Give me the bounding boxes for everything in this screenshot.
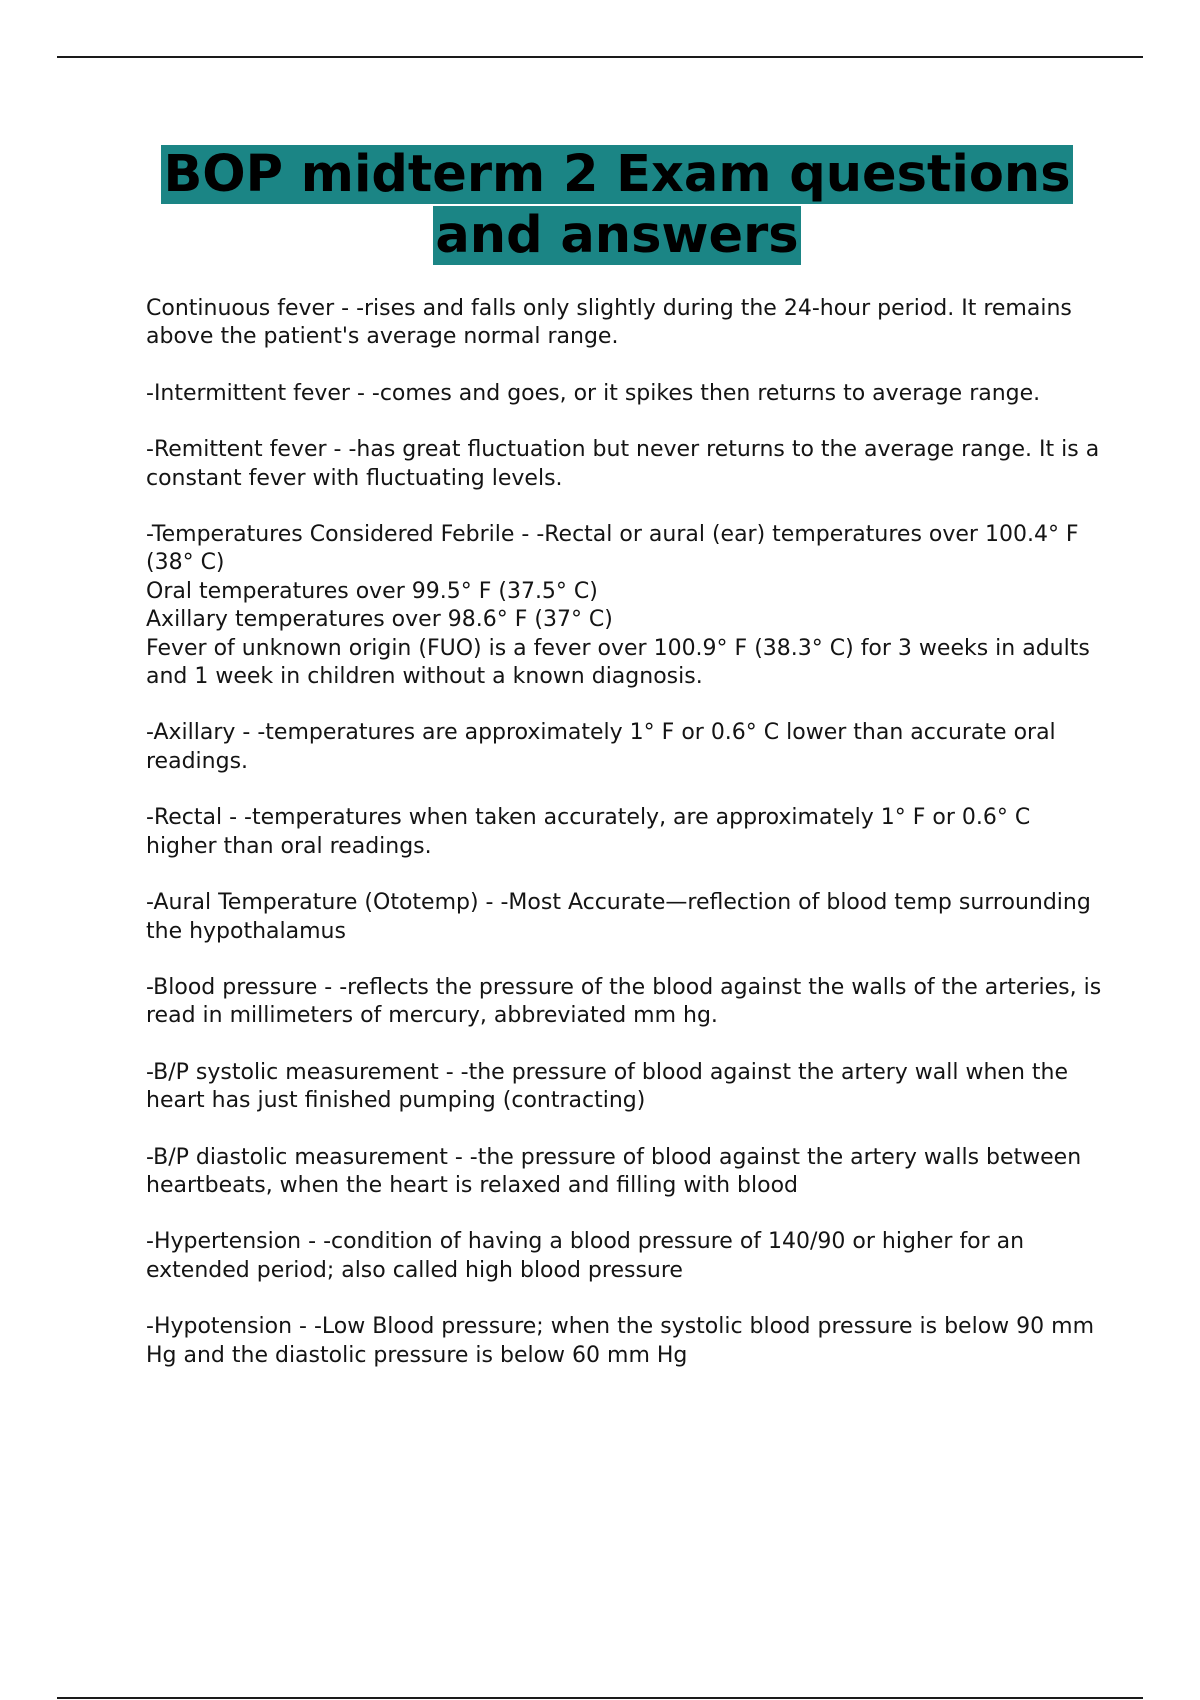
entry-term: -Blood pressure - [146,974,340,1000]
entry-answer: -reflects the pressure of the blood against the walls of the arteries, is read in millimeters of mercury, abbreviated mm hg. [146,974,1102,1029]
qa-entry [146,889,1106,946]
entry-answer: -has great fluctuation but never returns to the average range. It is a constant fever with fluctuating levels. [146,437,1100,491]
entry-answer: -the pressure of blood against the artery wall when the heart has just finished pumping (contracting) [146,1059,1068,1114]
entry-answer: -the pressure of blood against the artery walls between heartbeats, when the heart is relaxed and filling with blood [146,1144,1082,1198]
entry-term: -Intermittent fever - [146,380,372,406]
qa-list [146,295,1106,1398]
entry-answer: -rises and falls only slightly during the 24-hour period. It remains above the patient's average normal range. [146,296,1072,350]
entry-answer: -temperatures are approximately 1° F or 0.6° C lower than accurate oral readings. [146,720,1056,774]
qa-entry [146,719,1106,776]
qa-entry [146,1144,1106,1201]
qa-entry [146,804,1106,861]
qa-entry [146,974,1106,1031]
document-title [120,144,1114,266]
entry-term: -Aural Temperature (Ototemp) - [146,890,501,916]
entry-answer: -condition of having a blood pressure of 140/90 or higher for an extended period; also called high blood pressure [146,1229,1025,1283]
entry-term: -B/P diastolic measurement - [146,1144,470,1170]
entry-term: -Hypotension - [146,1314,314,1340]
entry-term: -Hypertension - [146,1229,324,1255]
entry-answer: -Low Blood pressure; when the systolic blood pressure is below 90 mm Hg and the diastolic pressure is below 60 mm Hg [146,1314,1095,1368]
footer-rule [57,1697,1143,1699]
qa-entry [146,521,1106,691]
qa-entry [146,380,1106,408]
entry-term: -Rectal - [146,805,245,831]
entry-term: -Remittent fever - [146,437,349,463]
entry-answer: -comes and goes, or it spikes then returns to average range. [371,380,1041,406]
entry-answer: -Rectal or aural (ear) temperatures over 100.4° F (38° C) Oral temperatures over 99.5° F (37.5° C) Axillary temperatures over 98.6° F (37° C) Fever of unknown origin (FUO) is a fever over 100.9° F (38.3° C) for 3 weeks in adults and 1 week in children without a known diagnosis. [146,522,1090,690]
qa-entry [146,1059,1106,1116]
qa-entry [146,436,1106,493]
qa-entry [146,295,1106,352]
entry-answer: -Most Accurate—reflection of blood temp surrounding the hypothalamus [146,890,1091,944]
entry-answer: -temperatures when taken accurately, are approximately 1° F or 0.6° C higher than oral readings. [146,805,1031,859]
entry-term: -Temperatures Considered Febrile - [146,522,537,548]
entry-term: Continuous fever - [146,296,357,321]
qa-entry [146,1313,1106,1370]
entry-term: -B/P systolic measurement - [146,1059,461,1085]
entry-term: -Axillary - [146,720,258,746]
header-rule [57,56,1143,58]
qa-entry [146,1228,1106,1285]
title-highlight: BOP midterm 2 Exam questions and answers [163,145,1071,265]
